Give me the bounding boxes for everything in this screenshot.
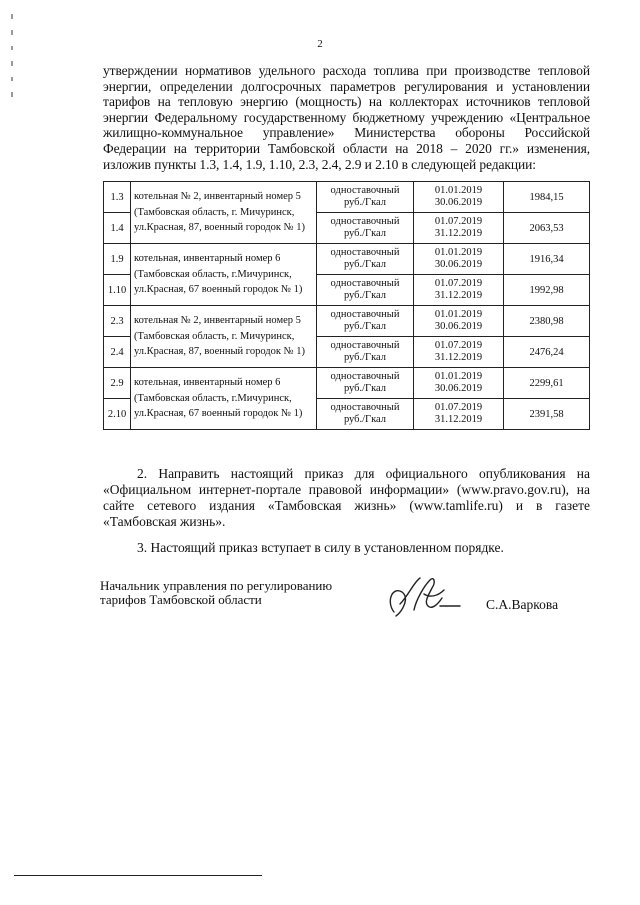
scan-edge-marks (0, 0, 30, 130)
tariff-period: 01.01.2019 30.06.2019 (414, 306, 504, 337)
tariff-type: одноставочный руб./Гкал (317, 399, 414, 430)
footer-rule (14, 875, 262, 876)
tariff-type: одноставочный руб./Гкал (317, 368, 414, 399)
tariff-period: 01.07.2019 31.12.2019 (414, 213, 504, 244)
item-number: 2.3 (104, 306, 131, 337)
tariff-value: 2391,58 (504, 399, 590, 430)
table-row (104, 306, 590, 337)
tariff-type: одноставочный руб./Гкал (317, 337, 414, 368)
tariff-type: одноставочный руб./Гкал (317, 213, 414, 244)
signatory-position: Начальник управления по регулированию тарифов Тамбовской области (100, 578, 333, 607)
item-number: 1.10 (104, 275, 131, 306)
tariff-value: 1984,15 (504, 182, 590, 213)
item-number: 1.4 (104, 213, 131, 244)
boiler-description: котельная № 2, инвентарный номер 5 (Тамбовская область, г. Мичуринск, ул.Красная, 87, военный городок № 1) (131, 182, 317, 244)
tariff-value: 1992,98 (504, 275, 590, 306)
handwritten-signature (380, 572, 470, 620)
tariff-period: 01.01.2019 30.06.2019 (414, 182, 504, 213)
item-number: 2.10 (104, 399, 131, 430)
boiler-description: котельная № 2, инвентарный номер 5 (Тамбовская область, г. Мичуринск, ул.Красная, 87, военный городок № 1) (131, 306, 317, 368)
item-number: 1.3 (104, 182, 131, 213)
tariff-period: 01.01.2019 30.06.2019 (414, 244, 504, 275)
boiler-description: котельная, инвентарный номер 6 (Тамбовская область, г.Мичуринск, ул.Красная, 67 военный городок № 1) (131, 368, 317, 430)
item-number: 2.9 (104, 368, 131, 399)
boiler-description: котельная, инвентарный номер 6 (Тамбовская область, г.Мичуринск, ул.Красная, 67 военный городок № 1) (131, 244, 317, 306)
page-number: 2 (317, 38, 323, 50)
tariff-value: 2380,98 (504, 306, 590, 337)
tariff-period: 01.01.2019 30.06.2019 (414, 368, 504, 399)
table-row (104, 368, 590, 399)
paragraph-entry-into-force: 3. Настоящий приказ вступает в силу в установленном порядке. (137, 540, 504, 555)
tariff-type: одноставочный руб./Гкал (317, 244, 414, 275)
tariff-period: 01.07.2019 31.12.2019 (414, 399, 504, 430)
item-number: 2.4 (104, 337, 131, 368)
tariff-value: 1916,34 (504, 244, 590, 275)
order-intro-text: утверждении нормативов удельного расхода топлива при производстве тепловой энергии, определении долгосрочных параметров регулирования и установлении тарифов на тепловую энергию (мощность) на коллекторах источников тепловой энергии Федеральному государственному бюджетному учреждению «Центральное жилищно-коммунальное управление» Министерства обороны Российской Федерации на территории Тамбовской области на 2018 – 2020 гг.» изменения, изложив пункты 1.3, 1.4, 1.9, 1.10, 2.3, 2.4, 2.9 и 2.10 в следующей редакции: (103, 63, 590, 172)
tariff-table (103, 181, 590, 430)
tariff-value: 2299,61 (504, 368, 590, 399)
tariff-type: одноставочный руб./Гкал (317, 275, 414, 306)
tariff-period: 01.07.2019 31.12.2019 (414, 337, 504, 368)
table-row (104, 244, 590, 275)
item-number: 1.9 (104, 244, 131, 275)
tariff-period: 01.07.2019 31.12.2019 (414, 275, 504, 306)
tariff-value: 2063,53 (504, 213, 590, 244)
table-row (104, 182, 590, 213)
tariff-value: 2476,24 (504, 337, 590, 368)
tariff-type: одноставочный руб./Гкал (317, 182, 414, 213)
signatory-name: С.А.Варкова (486, 597, 559, 612)
tariff-type: одноставочный руб./Гкал (317, 306, 414, 337)
paragraph-publication: 2. Направить настоящий приказ для официального опубликования на «Официальном интернет-портале правовой информации» (www.pravo.gov.ru), на сайте сетевого издания «Тамбовская жизнь» (www.tamlife.ru) и в газете «Тамбовская жизнь». (103, 466, 590, 529)
